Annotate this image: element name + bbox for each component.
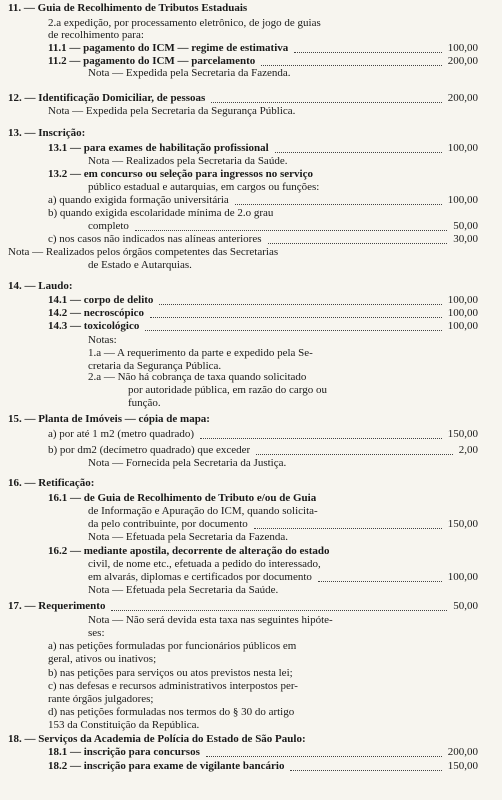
text-line: ses:	[88, 627, 105, 639]
amount-value: 150,00	[447, 518, 478, 530]
amount-value: 100,00	[447, 571, 478, 583]
leader-dots	[235, 204, 442, 205]
leader-dots	[159, 304, 442, 305]
text-line: rante órgãos julgadores;	[48, 693, 154, 705]
text-line: de Estado e Autarquias.	[88, 259, 192, 271]
text-line: b) por dm2 (decímetro quadrado) que exceder	[48, 444, 251, 456]
leader-dots	[111, 610, 447, 611]
text-line: público estadual e autarquias, em cargos ou funções:	[88, 181, 320, 193]
text-line: Notas:	[88, 334, 117, 346]
amount-value: 50,00	[453, 600, 478, 612]
text-line: 11.2 — pagamento do ICM — parcelamento	[48, 55, 256, 67]
text-line: Nota — Realizados pela Secretaria da Saúde.	[88, 155, 288, 167]
text-line: b) nas petições para serviços ou atos previstos nesta lei;	[48, 667, 293, 679]
text-line: 16.2 — mediante apostila, decorrente de alteração do estado	[48, 545, 330, 557]
text-line: 12. — Identificação Domiciliar, de pessoas	[8, 92, 206, 104]
leader-dots	[261, 65, 442, 66]
text-line: Nota — Efetuada pela Secretaria da Saúde.	[88, 584, 279, 596]
text-line: a) quando exigida formação universitária	[48, 194, 229, 206]
text-line: de recolhimento para:	[48, 29, 144, 41]
leader-dots	[294, 52, 442, 53]
text-line: 14.2 — necroscópico	[48, 307, 145, 319]
leader-dots	[290, 770, 442, 771]
text-line: de Informação e Apuração do ICM, quando solicita-	[88, 505, 318, 517]
leader-dots	[145, 330, 442, 331]
text-line: Nota — Expedida pela Secretaria da Fazenda.	[88, 67, 291, 79]
leader-dots	[211, 102, 442, 103]
amount-value: 150,00	[447, 428, 478, 440]
leader-dots	[254, 528, 442, 529]
text-line: por autoridade pública, em razão do cargo ou	[128, 384, 327, 396]
text-line: 18. — Serviços da Academia de Polícia do Estado de São Paulo:	[8, 733, 306, 745]
text-line: 14. — Laudo:	[8, 280, 73, 292]
text-line: 16. — Retificação:	[8, 477, 95, 489]
text-line: c) nos casos não indicados nas alíneas anteriores	[48, 233, 262, 245]
text-line: d) nas petições formuladas nos termos do § 30 do artigo	[48, 706, 295, 718]
text-line: em alvarás, diplomas e certificados por documento	[88, 571, 312, 583]
leader-dots	[200, 438, 442, 439]
text-line: 11. — Guia de Recolhimento de Tributos Estaduais	[8, 2, 248, 14]
text-line: 14.3 — toxicológico	[48, 320, 140, 332]
amount-value: 50,00	[453, 220, 478, 232]
amount-value: 200,00	[447, 55, 478, 67]
text-line: 15. — Planta de Imóveis — cópia de mapa:	[8, 413, 210, 425]
amount-value: 100,00	[447, 320, 478, 332]
amount-value: 30,00	[453, 233, 478, 245]
text-line: Nota — Fornecida pela Secretaria da Justiça.	[88, 457, 287, 469]
amount-value: 100,00	[447, 194, 478, 206]
amount-value: 150,00	[447, 760, 478, 772]
amount-value: 100,00	[447, 294, 478, 306]
text-line: Nota — Expedida pela Secretaria da Segurança Pública.	[48, 105, 296, 117]
text-line: a) nas petições formuladas por funcionários públicos em	[48, 640, 297, 652]
text-line: 153 da Constituição da República.	[48, 719, 200, 731]
text-line: 16.1 — de Guia de Recolhimento de Tributo e/ou de Guia	[48, 492, 317, 504]
text-line: 2.a — Não há cobrança de taxa quando solicitado	[88, 371, 307, 383]
text-line: 11.1 — pagamento do ICM — regime de estimativa	[48, 42, 289, 54]
leader-dots	[135, 230, 447, 231]
text-line: civil, de nome etc., efetuada a pedido do interessado,	[88, 558, 321, 570]
text-line: Nota — Efetuada pela Secretaria da Fazenda.	[88, 531, 289, 543]
text-line: geral, ativos ou inativos;	[48, 653, 157, 665]
text-line: 13. — Inscrição:	[8, 127, 86, 139]
text-line: Nota — Realizados pelos órgãos competentes das Secretarias	[8, 246, 279, 258]
text-line: Nota — Não será devida esta taxa nas seguintes hipóte-	[88, 614, 333, 626]
text-line: 18.2 — inscrição para exame de vigilante bancário	[48, 760, 285, 772]
leader-dots	[256, 454, 453, 455]
leader-dots	[318, 581, 442, 582]
leader-dots	[275, 152, 442, 153]
text-line: c) nas defesas e recursos administrativos interpostos per-	[48, 680, 298, 692]
text-line: cretaria da Segurança Pública.	[88, 360, 222, 372]
text-line: a) por até 1 m2 (metro quadrado)	[48, 428, 194, 440]
text-line: completo	[88, 220, 129, 232]
text-line: b) quando exigida escolaridade mínima de 2.o grau	[48, 207, 274, 219]
amount-value: 100,00	[447, 42, 478, 54]
text-line: 13.2 — em concurso ou seleção para ingressos no serviço	[48, 168, 313, 180]
text-line: 2.a expedição, por processamento eletrônico, de jogo de guias	[48, 17, 321, 29]
text-line: 1.a — A requerimento da parte e expedido pela Se-	[88, 347, 313, 359]
text-line: 13.1 — para exames de habilitação profissional	[48, 142, 269, 154]
amount-value: 100,00	[447, 307, 478, 319]
amount-value: 2,00	[458, 444, 478, 456]
text-line: 17. — Requerimento	[8, 600, 106, 612]
amount-value: 200,00	[447, 746, 478, 758]
leader-dots	[206, 756, 442, 757]
amount-value: 200,00	[447, 92, 478, 104]
amount-value: 100,00	[447, 142, 478, 154]
text-line: 18.1 — inscrição para concursos	[48, 746, 200, 758]
leader-dots	[268, 243, 447, 244]
text-line: função.	[128, 397, 161, 409]
text-line: da pelo contribuinte, por documento	[88, 518, 248, 530]
leader-dots	[150, 317, 442, 318]
text-line: 14.1 — corpo de delito	[48, 294, 154, 306]
